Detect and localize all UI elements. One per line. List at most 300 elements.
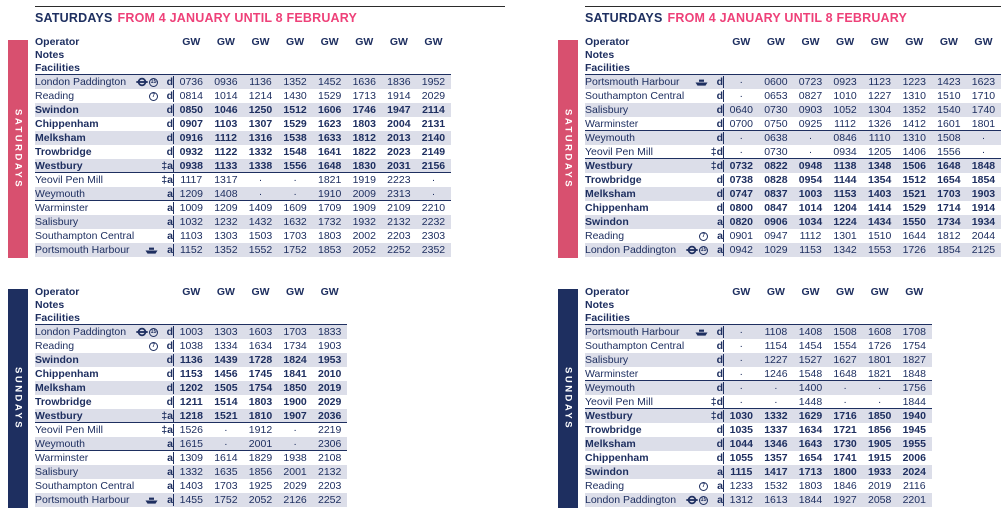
facility-icons (699, 482, 708, 491)
time-cell: 1844 (798, 494, 823, 507)
time-cell: 1548 (798, 367, 823, 380)
time-cell: 2019 (867, 480, 892, 493)
notes-label: Notes (585, 299, 615, 312)
arr-dep-indicator: d (716, 354, 723, 367)
station-cell (35, 188, 173, 200)
timetable-grid (585, 286, 932, 507)
time-cell: 1003 (798, 188, 823, 201)
row-london-paddington (585, 493, 932, 507)
operator-code: GW (320, 286, 339, 299)
time-cell: 1506 (902, 160, 926, 173)
time-cell: 1224 (833, 216, 857, 229)
time-cell: 1641 (317, 146, 342, 159)
time-cells (723, 424, 932, 436)
station-cell (35, 160, 173, 172)
row-weymouth (585, 381, 932, 395)
time-cell: · (258, 174, 263, 187)
operator-label: Operator (585, 286, 630, 299)
row-warminster (585, 117, 1001, 131)
time-cell: 2132 (317, 466, 342, 479)
time-cell: · (739, 132, 744, 145)
time-cell: 1833 (317, 326, 342, 339)
time-cell: 1915 (867, 452, 892, 465)
time-cell: 1046 (214, 104, 238, 117)
station-cell (585, 480, 723, 492)
operator-header-row (35, 286, 347, 299)
operator-code: GW (320, 36, 339, 49)
station-name: Yeovil Pen Mill (35, 424, 103, 437)
time-cell: 1907 (283, 409, 307, 422)
time-cell: 1032 (179, 216, 203, 229)
timetable-grid (585, 36, 1001, 257)
circled-number-icon: 7 (699, 232, 708, 241)
station-cell (35, 244, 173, 256)
time-cell: 1903 (971, 188, 996, 201)
time-cell: 2029 (317, 396, 342, 409)
station-cell (35, 382, 173, 394)
station-cell (585, 410, 723, 422)
time-cells (723, 382, 932, 394)
time-cell: 1914 (971, 202, 996, 215)
station-cell (585, 216, 723, 228)
time-cell: 0850 (179, 104, 203, 117)
time-cell: 1044 (729, 438, 753, 451)
time-cell: 1848 (902, 367, 926, 380)
station-name: Melksham (35, 382, 86, 395)
time-cell: 0925 (798, 117, 823, 130)
time-cell: 1526 (179, 424, 203, 437)
time-cell: 0947 (764, 230, 788, 243)
time-cells (173, 452, 347, 464)
station-cell (585, 438, 723, 450)
station-name: Reading (585, 230, 625, 243)
time-cell: · (739, 326, 744, 339)
station-name: Southampton Central (35, 480, 135, 493)
time-cells (173, 244, 451, 256)
time-cells (173, 76, 451, 88)
station-name: Weymouth (585, 132, 635, 145)
circled-number-icon: 7 (149, 342, 158, 351)
time-cell: 0723 (798, 76, 823, 89)
time-cell: 1408 (798, 326, 823, 339)
station-name: Warminster (585, 367, 639, 380)
time-cell: 1754 (248, 382, 273, 395)
time-cell: 1303 (214, 230, 238, 243)
station-name: Swindon (35, 354, 79, 367)
time-cell: 1332 (764, 410, 788, 423)
facility-icons (149, 342, 158, 351)
time-cell: · (431, 187, 436, 200)
arr-dep-indicator: d (716, 76, 723, 89)
time-cell: 1108 (764, 326, 788, 339)
station-name: Warminster (35, 452, 89, 465)
row-chippenham (585, 201, 1001, 215)
time-cell: 2009 (352, 187, 376, 200)
facilities-label-row (585, 62, 1001, 75)
time-cell: 2125 (971, 244, 996, 257)
time-cell: 2004 (387, 118, 411, 131)
station-name: Southampton Central (35, 230, 135, 243)
time-cell: 1644 (902, 230, 926, 243)
time-cells (173, 104, 451, 116)
time-cell: 1038 (179, 340, 203, 353)
station-cell (585, 118, 723, 130)
time-cell: 1554 (833, 340, 857, 353)
time-cell: 2116 (902, 480, 926, 493)
operator-label: Operator (35, 286, 80, 299)
time-cell: 1527 (798, 354, 823, 367)
time-cell: 1703 (283, 230, 307, 243)
time-cell: 1603 (248, 326, 273, 339)
time-cells (723, 76, 1001, 88)
time-cell: 1508 (833, 326, 857, 339)
station-name: Chippenham (585, 202, 649, 215)
time-cells (723, 118, 1001, 130)
time-cell: 1734 (937, 216, 961, 229)
time-cell: 1209 (179, 187, 203, 200)
time-cell: 1703 (937, 188, 961, 201)
time-cell: 1332 (248, 146, 273, 159)
row-reading (35, 89, 451, 103)
time-cell: 1648 (937, 160, 961, 173)
station-cell (585, 146, 723, 158)
operator-code: GW (182, 36, 201, 49)
time-cells (723, 132, 1001, 144)
station-name: Portsmouth Harbour (585, 76, 680, 89)
time-cell: 0814 (179, 90, 203, 103)
time-cell: · (293, 437, 297, 450)
time-cell: 0907 (179, 118, 203, 131)
row-melksham (585, 437, 932, 451)
time-cell: 1303 (214, 326, 238, 339)
station-name: Weymouth (35, 187, 85, 200)
time-cell: 0750 (764, 117, 788, 130)
time-cell: 1830 (352, 159, 376, 172)
station-name: Westbury (585, 410, 633, 423)
operator-code: GW (836, 286, 855, 299)
time-cell: · (431, 174, 436, 187)
time-cell: · (293, 424, 297, 437)
time-cell: 1112 (214, 132, 237, 145)
time-cell: 1636 (352, 76, 376, 89)
time-cell: 1307 (248, 118, 273, 131)
arr-dep-indicator: d (166, 396, 173, 409)
time-cell: 1629 (798, 410, 823, 423)
time-cell: 1844 (902, 395, 926, 408)
day-tab-saturdays (558, 40, 578, 258)
time-cell: · (739, 145, 744, 158)
facility-icons (145, 496, 158, 505)
time-cell: 0640 (729, 104, 753, 117)
station-cell (35, 174, 173, 186)
time-cell: · (258, 187, 263, 200)
time-cell: 1540 (937, 104, 961, 117)
row-westbury (585, 409, 932, 423)
operator-code: GW (974, 36, 993, 49)
time-cell: 1218 (179, 409, 203, 422)
time-cell: 0847 (764, 202, 788, 215)
time-cell: 1726 (902, 244, 926, 257)
time-cell: 2201 (902, 494, 926, 507)
time-cell: 1052 (833, 104, 857, 117)
time-cell: 1138 (833, 160, 857, 173)
operator-header-row (35, 36, 451, 49)
time-cell: 1010 (833, 90, 857, 103)
time-cell: 0800 (729, 202, 753, 215)
time-cell: 0954 (798, 174, 823, 187)
station-cell (35, 396, 173, 408)
time-cells (173, 354, 347, 366)
arr-dep-indicator: ‡a (161, 409, 173, 422)
time-cell: 2306 (317, 437, 342, 450)
time-cells (723, 188, 1001, 200)
time-cell: · (739, 354, 744, 367)
facility-icons (699, 232, 708, 241)
row-trowbridge (35, 145, 451, 159)
time-cell: 0638 (764, 132, 788, 145)
station-cell (585, 90, 723, 102)
operator-code: GW (836, 36, 855, 49)
time-cell: 1933 (867, 466, 892, 479)
station-cell (585, 160, 723, 172)
time-cell: 1925 (248, 480, 273, 493)
time-cell: 0936 (214, 76, 238, 89)
row-warminster (35, 201, 451, 215)
row-salisbury (585, 103, 1001, 117)
station-cell (35, 410, 173, 422)
time-cell: 0730 (764, 104, 788, 117)
time-cell: 1414 (867, 202, 892, 215)
station-name: Warminster (35, 202, 89, 215)
station-name: Trowbridge (35, 396, 92, 409)
time-cells (723, 160, 1001, 172)
arr-dep-indicator: a (167, 494, 173, 507)
station-name: Portsmouth Harbour (585, 326, 680, 339)
time-cell: 1955 (902, 438, 926, 451)
time-cell: 1627 (833, 354, 857, 367)
time-cell: 1521 (214, 409, 238, 422)
arr-dep-indicator: d (166, 368, 173, 381)
time-cell: 2036 (317, 409, 342, 422)
timetable-rows (585, 324, 932, 507)
time-cells (173, 188, 451, 200)
station-cell (35, 452, 173, 464)
time-cell: 1553 (867, 244, 892, 257)
time-cell: 1754 (902, 340, 926, 353)
time-cell: 1710 (971, 90, 996, 103)
arr-dep-indicator: a (717, 480, 723, 493)
station-name: Salisbury (35, 466, 79, 479)
time-cell: 1713 (352, 90, 376, 103)
station-name: Chippenham (585, 452, 649, 465)
time-cell: 2126 (283, 494, 307, 507)
time-cell: 1801 (971, 117, 996, 130)
time-cell: 1654 (798, 452, 823, 465)
time-cell: 2058 (867, 494, 892, 507)
time-cell: 1352 (902, 104, 926, 117)
time-cell: 1432 (248, 216, 273, 229)
operator-label: Operator (35, 36, 80, 49)
time-cell: 1055 (729, 452, 753, 465)
time-cell: 1211 (179, 396, 203, 409)
time-cell: 0732 (729, 160, 753, 173)
time-cell: 2023 (387, 146, 411, 159)
ferry-icon (695, 78, 708, 87)
notes-label: Notes (585, 49, 615, 62)
time-cell: 1214 (248, 90, 273, 103)
time-cell: 2001 (248, 437, 273, 450)
facility-icons (145, 246, 158, 255)
day-tab-saturdays (8, 40, 28, 258)
station-name: Salisbury (585, 104, 629, 117)
row-yeovil-pen-mill (585, 395, 932, 409)
row-portsmouth-harbour (585, 325, 932, 339)
timetable-grid (35, 36, 451, 257)
time-cells (723, 466, 932, 478)
time-cell: · (877, 395, 882, 408)
time-cell: 0828 (764, 174, 788, 187)
facilities-label-row (585, 312, 932, 325)
arr-dep-indicator: a (167, 230, 173, 243)
time-cell: 1227 (764, 354, 788, 367)
station-name: Weymouth (585, 382, 635, 395)
time-cell: 1029 (764, 244, 788, 257)
operator-code: GW (251, 286, 270, 299)
time-cell: 2108 (317, 452, 342, 465)
time-cells (723, 410, 932, 422)
time-cells (173, 396, 347, 408)
circled-number-icon: 7 (149, 92, 158, 101)
operator-codes (723, 36, 1001, 48)
station-cell (35, 90, 173, 102)
time-cells (723, 244, 1001, 256)
row-chippenham (35, 117, 451, 131)
row-melksham (35, 381, 347, 395)
time-cell: 1713 (798, 466, 823, 479)
time-cell: 1154 (764, 340, 788, 353)
station-name: Swindon (35, 104, 79, 117)
arr-dep-indicator: ‡a (161, 174, 173, 187)
arr-dep-indicator: d (716, 326, 723, 339)
time-cell: 1732 (317, 216, 342, 229)
time-cell: 1632 (283, 216, 307, 229)
station-cell (585, 230, 723, 242)
row-westbury (585, 159, 1001, 173)
time-cell: · (808, 145, 813, 158)
ferry-icon (145, 496, 158, 505)
time-cell: 1232 (214, 216, 238, 229)
time-cell: 2024 (902, 466, 926, 479)
time-cell: 1556 (937, 145, 961, 158)
time-cell: 1204 (833, 202, 857, 215)
time-cell: 1510 (867, 230, 892, 243)
timetable-heading (585, 6, 1001, 25)
timetable-rows (35, 74, 451, 257)
station-cell (35, 368, 173, 380)
station-name: Swindon (585, 216, 629, 229)
circled-number-icon: 15 (699, 246, 708, 255)
time-cell: 1601 (937, 117, 961, 130)
time-cells (173, 438, 347, 450)
station-name: Yeovil Pen Mill (585, 145, 653, 158)
row-reading (585, 229, 1001, 243)
time-cell: 1940 (902, 410, 926, 423)
station-cell (585, 244, 723, 256)
time-cell: 2029 (421, 90, 446, 103)
arr-dep-indicator: d (166, 104, 173, 117)
time-cell: 1938 (283, 452, 307, 465)
row-trowbridge (585, 423, 932, 437)
time-cell: 2002 (352, 230, 376, 243)
time-cell: 1304 (867, 104, 892, 117)
row-salisbury (35, 215, 451, 229)
facility-icons (686, 245, 708, 255)
arr-dep-indicator: a (717, 494, 723, 507)
facilities-label-row (35, 62, 451, 75)
time-cell: 1144 (833, 174, 857, 187)
time-cell: 1412 (902, 117, 926, 130)
station-cell (35, 202, 173, 214)
time-cell: 1352 (283, 76, 307, 89)
day-tab-label: SATURDAYS (562, 108, 574, 190)
time-cells (173, 132, 451, 144)
time-cell: 0906 (764, 216, 788, 229)
arr-dep-indicator: ‡d (710, 160, 723, 173)
time-cell: 0837 (764, 188, 788, 201)
time-cell: 2001 (283, 466, 307, 479)
station-cell (35, 326, 173, 338)
time-cell: 0846 (833, 132, 857, 145)
time-cell: 1822 (352, 146, 376, 159)
time-cell: 1909 (352, 202, 376, 215)
timetable-heading (35, 6, 505, 25)
time-cell: 1400 (798, 382, 823, 395)
timetable-rows (585, 74, 1001, 257)
time-cell: 1133 (214, 159, 238, 172)
operator-code: GW (905, 286, 924, 299)
arr-dep-indicator: d (166, 340, 173, 353)
arr-dep-indicator: a (717, 466, 723, 479)
row-southampton-central (585, 89, 1001, 103)
operator-label: Operator (585, 36, 630, 49)
row-trowbridge (35, 395, 347, 409)
heading-day: SATURDAYS (585, 11, 663, 25)
time-cell: 1332 (179, 466, 203, 479)
time-cell: 1529 (902, 202, 926, 215)
operator-code: GW (216, 286, 235, 299)
time-cell: 1856 (867, 424, 892, 437)
row-london-paddington (585, 243, 1001, 257)
time-cell: · (843, 382, 847, 395)
row-salisbury (585, 353, 932, 367)
time-cell: · (877, 382, 882, 395)
time-cell: 1803 (248, 396, 273, 409)
row-weymouth (35, 437, 347, 451)
station-name: Melksham (35, 132, 86, 145)
operator-code: GW (286, 36, 305, 49)
time-cell: 1550 (902, 216, 926, 229)
time-cell: 1548 (283, 146, 307, 159)
time-cell: 1854 (937, 244, 961, 257)
facility-icons (695, 328, 708, 337)
time-cell: 0653 (764, 90, 788, 103)
arr-dep-indicator: a (167, 216, 173, 229)
arr-dep-indicator: d (716, 340, 723, 353)
operator-code: GW (766, 286, 785, 299)
time-cell: 0923 (833, 76, 857, 89)
time-cell: 1512 (283, 104, 307, 117)
time-cell: 2252 (387, 244, 411, 257)
